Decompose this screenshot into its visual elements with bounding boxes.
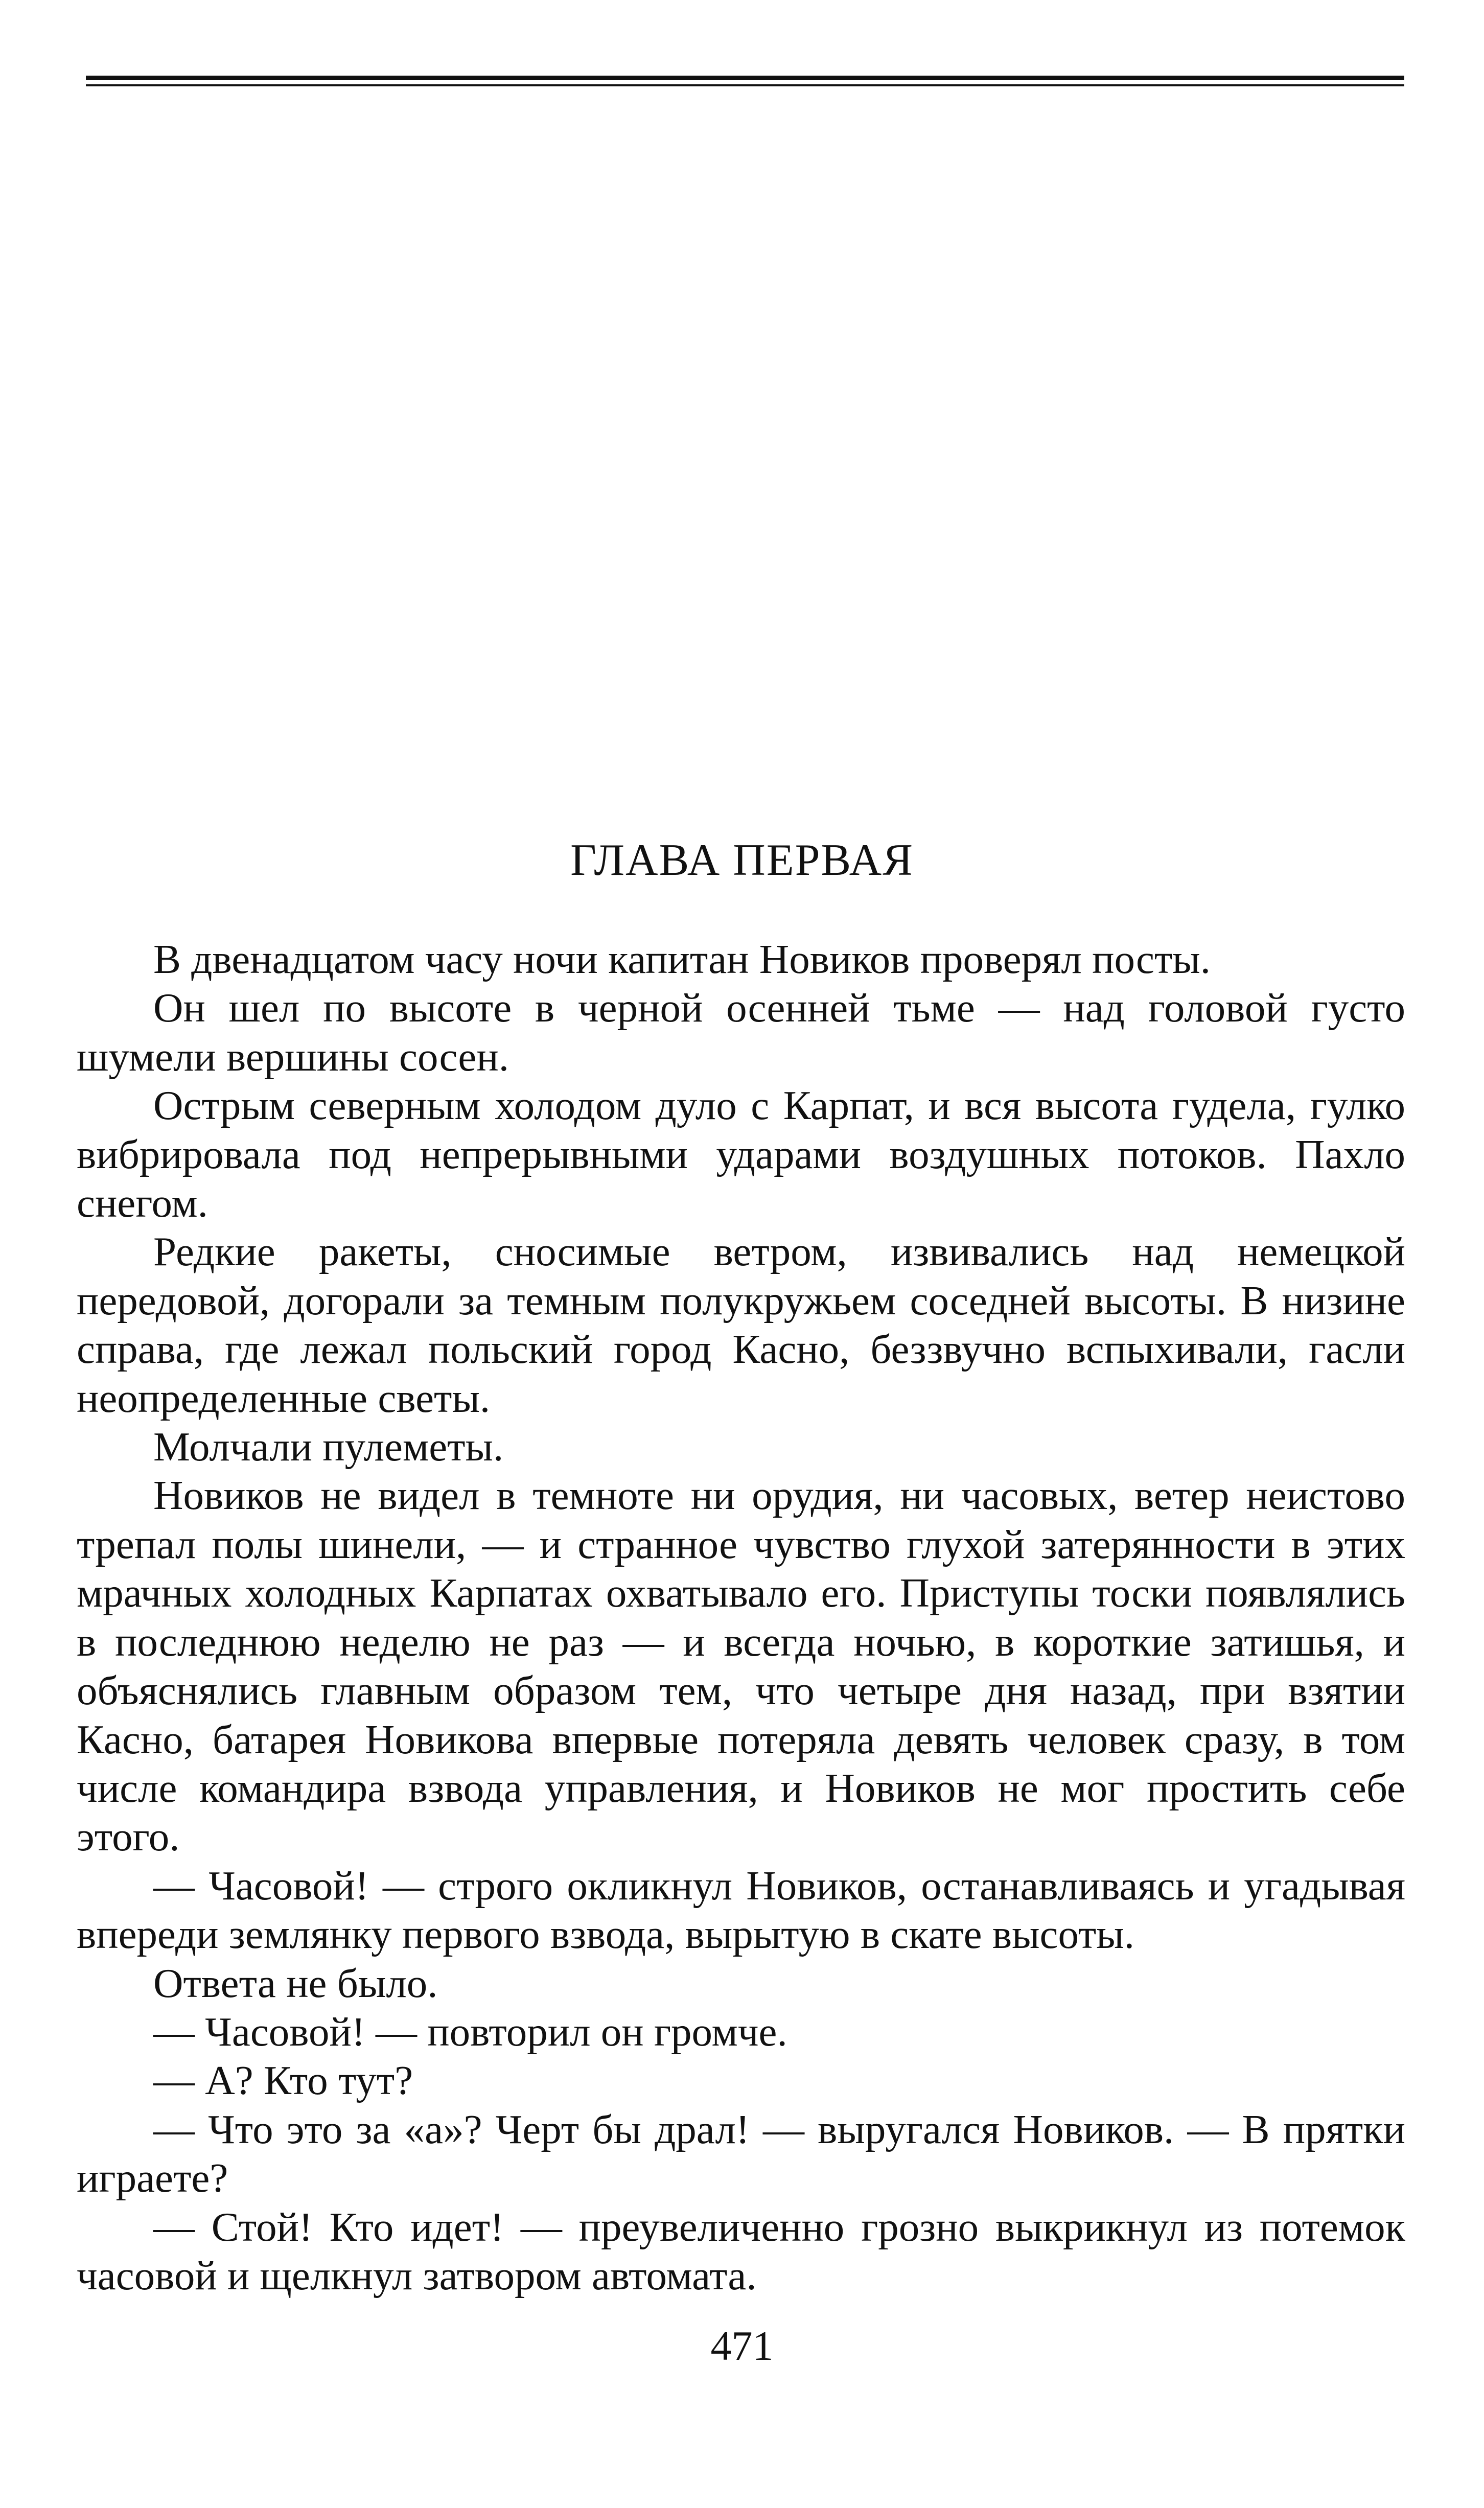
- body-text: [77, 935, 1405, 2300]
- paragraph: — Часовой! — строго окликнул Новиков, останавливаясь и угадывая впереди землянку первого взвода, вырытую в скате высоты.: [77, 1862, 1405, 1958]
- paragraph: Он шел по высоте в черной осенней тьме — над головой густо шумели вершины сосен.: [77, 985, 1405, 1080]
- paragraph: — Стой! Кто идет! — преувеличенно грозно выкрикнул из потемок часовой и щелкнул затвором автомата.: [77, 2203, 1405, 2298]
- paragraph: Новиков не видел в темноте ни орудия, ни часовых, ветер неистово трепал полы шинели, — и странное чувство глухой затерянности в этих мрачных холодных Карпатах охватывало его. Приступы тоски появлялись в последнюю неделю не раз — и всегда ночью, в короткие затишья, и объяснялись главным образом тем, что четыре дня назад, при взятии Касно, батарея Новикова впервые потеряла девять человек сразу, в том числе командира взвода управления, и Новиков не мог простить себе этого.: [77, 1472, 1405, 1860]
- page-number: 471: [710, 2323, 774, 2369]
- top-rule-thick: [86, 76, 1404, 80]
- top-rule-thin: [86, 84, 1404, 86]
- paragraph: Редкие ракеты, сносимые ветром, извивались над немецкой передовой, догорали за темным полукружьем соседней высоты. В низине справа, где лежал польский город Касно, беззвучно вспыхивали, гасли неопределенные светы.: [77, 1228, 1405, 1421]
- paragraph: Ответа не было.: [153, 1960, 438, 2006]
- paragraph: Молчали пулеметы.: [153, 1424, 504, 1470]
- paragraph: — Что это за «а»? Черт бы драл! — выругался Новиков. — В прятки играете?: [77, 2106, 1405, 2201]
- paragraph: Острым северным холодом дуло с Карпат, и вся высота гудела, гулко вибрировала под непрерывными ударами воздушных потоков. Пахло снегом.: [77, 1082, 1405, 1226]
- paragraph: — А? Кто тут?: [153, 2057, 413, 2104]
- paragraph: В двенадцатом часу ночи капитан Новиков проверял посты.: [153, 936, 1211, 982]
- chapter-title: ГЛАВА ПЕРВАЯ: [570, 835, 914, 885]
- paragraph: — Часовой! — повторил он громче.: [153, 2008, 787, 2055]
